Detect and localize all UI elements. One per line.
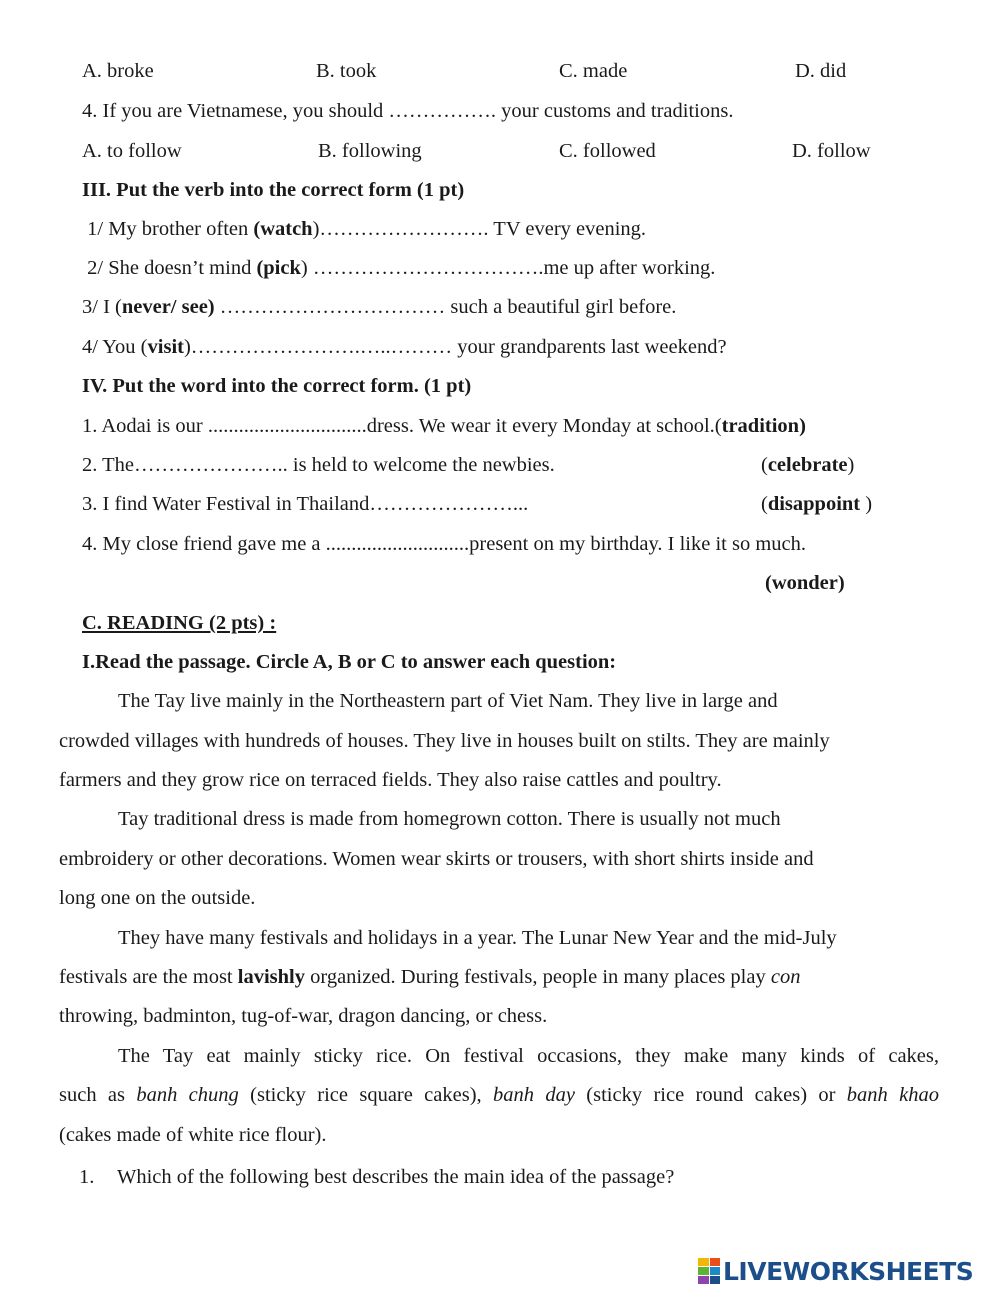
q4-stem: 4. If you are Vietnamese, you should ……………. your customs and traditions.: [82, 100, 734, 122]
section4-item-1: 1. Aodai is our ...............................dress. We wear it every Monday at school.(tradition): [82, 415, 806, 437]
logo-text: LIVEWORKSHEETS: [723, 1256, 974, 1286]
passage-p2-line1: Tay traditional dress is made from homegrown cotton. There is usually not much: [118, 808, 781, 830]
passage-p4-line1: The Tay eat mainly sticky rice. On festival occasions, they make many kinds of cakes,: [118, 1045, 939, 1067]
section3-item-4: 4/ You (visit)…………………….…..……… your grandparents last weekend?: [82, 336, 727, 358]
section3-item-1: 1/ My brother often (watch)……………………. TV every evening.: [82, 218, 647, 240]
q3-option-d[interactable]: D. did: [795, 60, 847, 82]
question-1-number: 1.: [79, 1166, 95, 1188]
passage-p2-line3: long one on the outside.: [59, 887, 256, 909]
passage-p4-line2: such as banh chung (sticky rice square cakes), banh day (sticky rice round cakes) or banh khao: [59, 1084, 939, 1106]
section3-item-2: 2/ She doesn’t mind (pick) …………………………….me up after working.: [82, 257, 716, 279]
section4-item-4: 4. My close friend gave me a ............................present on my birthday. I like it so much.: [82, 533, 806, 555]
passage-p3-line3: throwing, badminton, tug-of-war, dragon dancing, or chess.: [59, 1005, 548, 1027]
q3-option-a[interactable]: A. broke: [82, 60, 154, 82]
reading-instruction: I.Read the passage. Circle A, B or C to answer each question:: [82, 651, 617, 673]
section4-hint-3: (disappoint ): [761, 493, 873, 515]
passage-p4-line3: (cakes made of white rice flour).: [59, 1124, 327, 1146]
q4-option-c[interactable]: C. followed: [559, 140, 656, 162]
logo-mark-icon: [698, 1258, 720, 1284]
reading-heading: C. READING (2 pts) :: [82, 612, 277, 634]
section4-heading: IV. Put the word into the correct form. (1 pt): [82, 375, 472, 397]
q4-option-a[interactable]: A. to follow: [82, 140, 182, 162]
passage-p1-line2: crowded villages with hundreds of houses. They live in houses built on stilts. They are mainly: [59, 730, 830, 752]
passage-p1-line1: The Tay live mainly in the Northeastern part of Viet Nam. They live in large and: [118, 690, 778, 712]
q4-option-d[interactable]: D. follow: [792, 140, 871, 162]
liveworksheets-logo: [698, 1254, 996, 1288]
passage-p3-line2: festivals are the most lavishly organized. During festivals, people in many places play con: [59, 966, 801, 988]
q4-option-b[interactable]: B. following: [318, 140, 422, 162]
question-1: Which of the following best describes the main idea of the passage?: [117, 1166, 675, 1188]
section4-item-2: 2. The………………….. is held to welcome the newbies.: [82, 454, 555, 476]
q3-option-b[interactable]: B. took: [316, 60, 377, 82]
section3-item-3: 3/ I (never/ see) …………………………… such a beautiful girl before.: [82, 296, 677, 318]
passage-p1-line3: farmers and they grow rice on terraced fields. They also raise cattles and poultry.: [59, 769, 722, 791]
passage-p3-line1: They have many festivals and holidays in a year. The Lunar New Year and the mid-July: [118, 927, 837, 949]
passage-p2-line2: embroidery or other decorations. Women wear skirts or trousers, with short shirts inside and: [59, 848, 814, 870]
section4-item-3: 3. I find Water Festival in Thailand…………………...: [82, 493, 529, 515]
section4-hint-4: (wonder): [765, 572, 845, 594]
q3-option-c[interactable]: C. made: [559, 60, 628, 82]
section3-heading: III. Put the verb into the correct form (1 pt): [82, 179, 465, 201]
section4-hint-2: (celebrate): [761, 454, 855, 476]
